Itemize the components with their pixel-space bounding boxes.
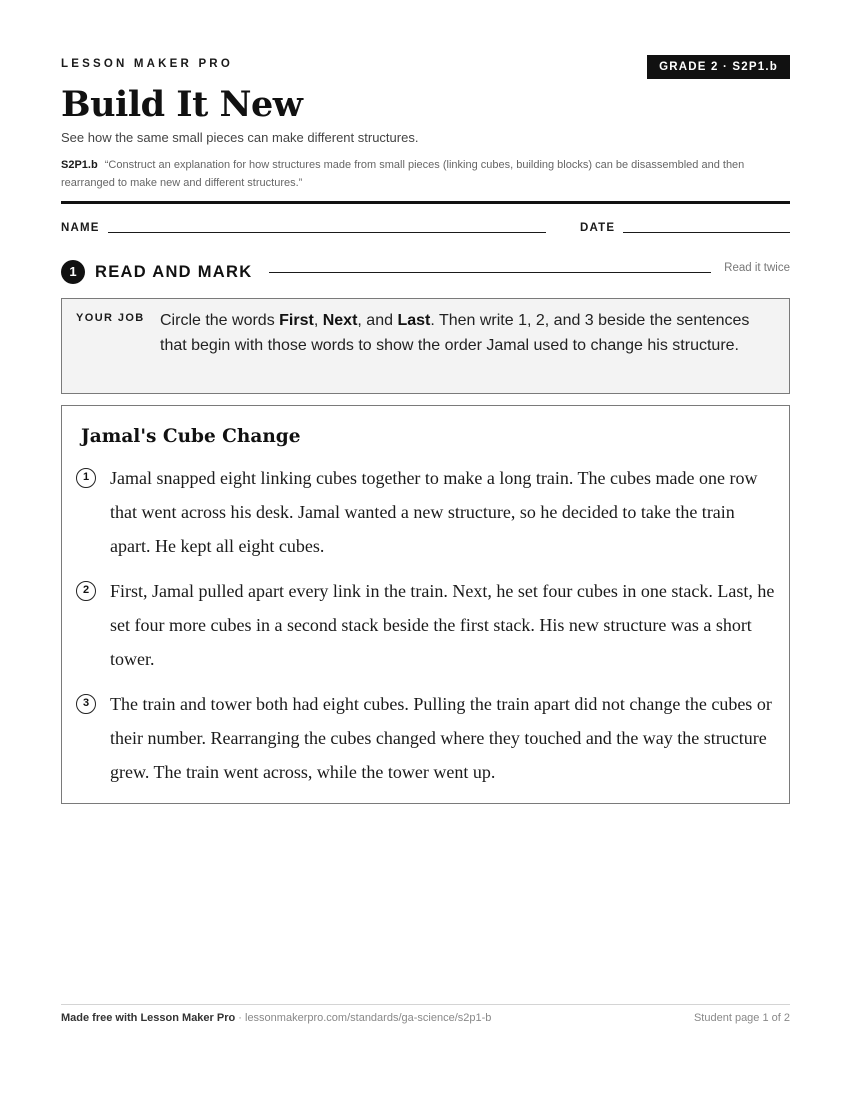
instructions-label: YOUR JOB: [76, 312, 145, 324]
footer-made-with: Made free with Lesson Maker Pro: [61, 1012, 236, 1024]
section-divider: [269, 272, 711, 273]
footer-credit: [61, 1012, 491, 1024]
section-note: Read it twice: [724, 262, 790, 274]
paragraph-number-badge: 2: [76, 581, 96, 601]
brand-name: LESSON MAKER PRO: [61, 58, 233, 70]
keyword-next: Next: [322, 312, 358, 329]
grade-badge: GRADE 2 · S2P1.b: [647, 55, 790, 79]
paragraph-number-badge: 3: [76, 694, 96, 714]
keyword-first: First: [279, 312, 314, 329]
name-field[interactable]: [108, 232, 546, 233]
instructions-box: [61, 298, 790, 394]
footer-page-number: Student page 1 of 2: [693, 1012, 790, 1024]
page-subtitle: See how the same small pieces can make different structures.: [61, 130, 419, 145]
story-title: Jamal's Cube Change: [81, 426, 301, 447]
page-title: Build It New: [61, 84, 303, 125]
standard-code: S2P1.b: [61, 159, 98, 171]
standard-description: [61, 156, 790, 192]
date-field[interactable]: [623, 232, 790, 233]
worksheet-page: [61, 0, 790, 1100]
header-divider: [61, 201, 790, 204]
date-label: DATE: [580, 222, 616, 234]
standard-text: “Construct an explanation for how structures made from small pieces (linking cubes, building blocks) can be disassembled and then rearranged to make new and different structures.”: [61, 159, 745, 189]
section-title: READ AND MARK: [95, 263, 253, 281]
section-number-badge: 1: [61, 260, 85, 284]
footer-url: · lessonmakerpro.com/standards/ga-science/s2p1-b: [235, 1012, 492, 1024]
keyword-last: Last: [397, 312, 431, 329]
paragraph-text: First, Jamal pulled apart every link in the train. Next, he set four cubes in one stack. Last, he set four more cubes in a second stack beside the first stack. His new structure was a short tower.: [110, 581, 775, 669]
paragraph-text: The train and tower both had eight cubes. Pulling the train apart did not change the cubes or their number. Rearranging the cubes changed where they touched and the way the structure grew. The train went across, while the tower went up.: [110, 694, 772, 782]
paragraph-number-badge: 1: [76, 468, 96, 488]
paragraph-text: Jamal snapped eight linking cubes together to make a long train. The cubes made one row that went across his desk. Jamal wanted a new structure, so he decided to take the train apart. He kept all eight cubes.: [110, 468, 758, 556]
story-box: [61, 405, 790, 804]
instructions-text: Circle the words First, Next, and Last. Then write 1, 2, and 3 beside the sentences that begin with those words to show the order Jamal used to change his structure.: [160, 312, 750, 354]
footer-divider: [61, 1004, 790, 1005]
name-label: NAME: [61, 222, 100, 234]
